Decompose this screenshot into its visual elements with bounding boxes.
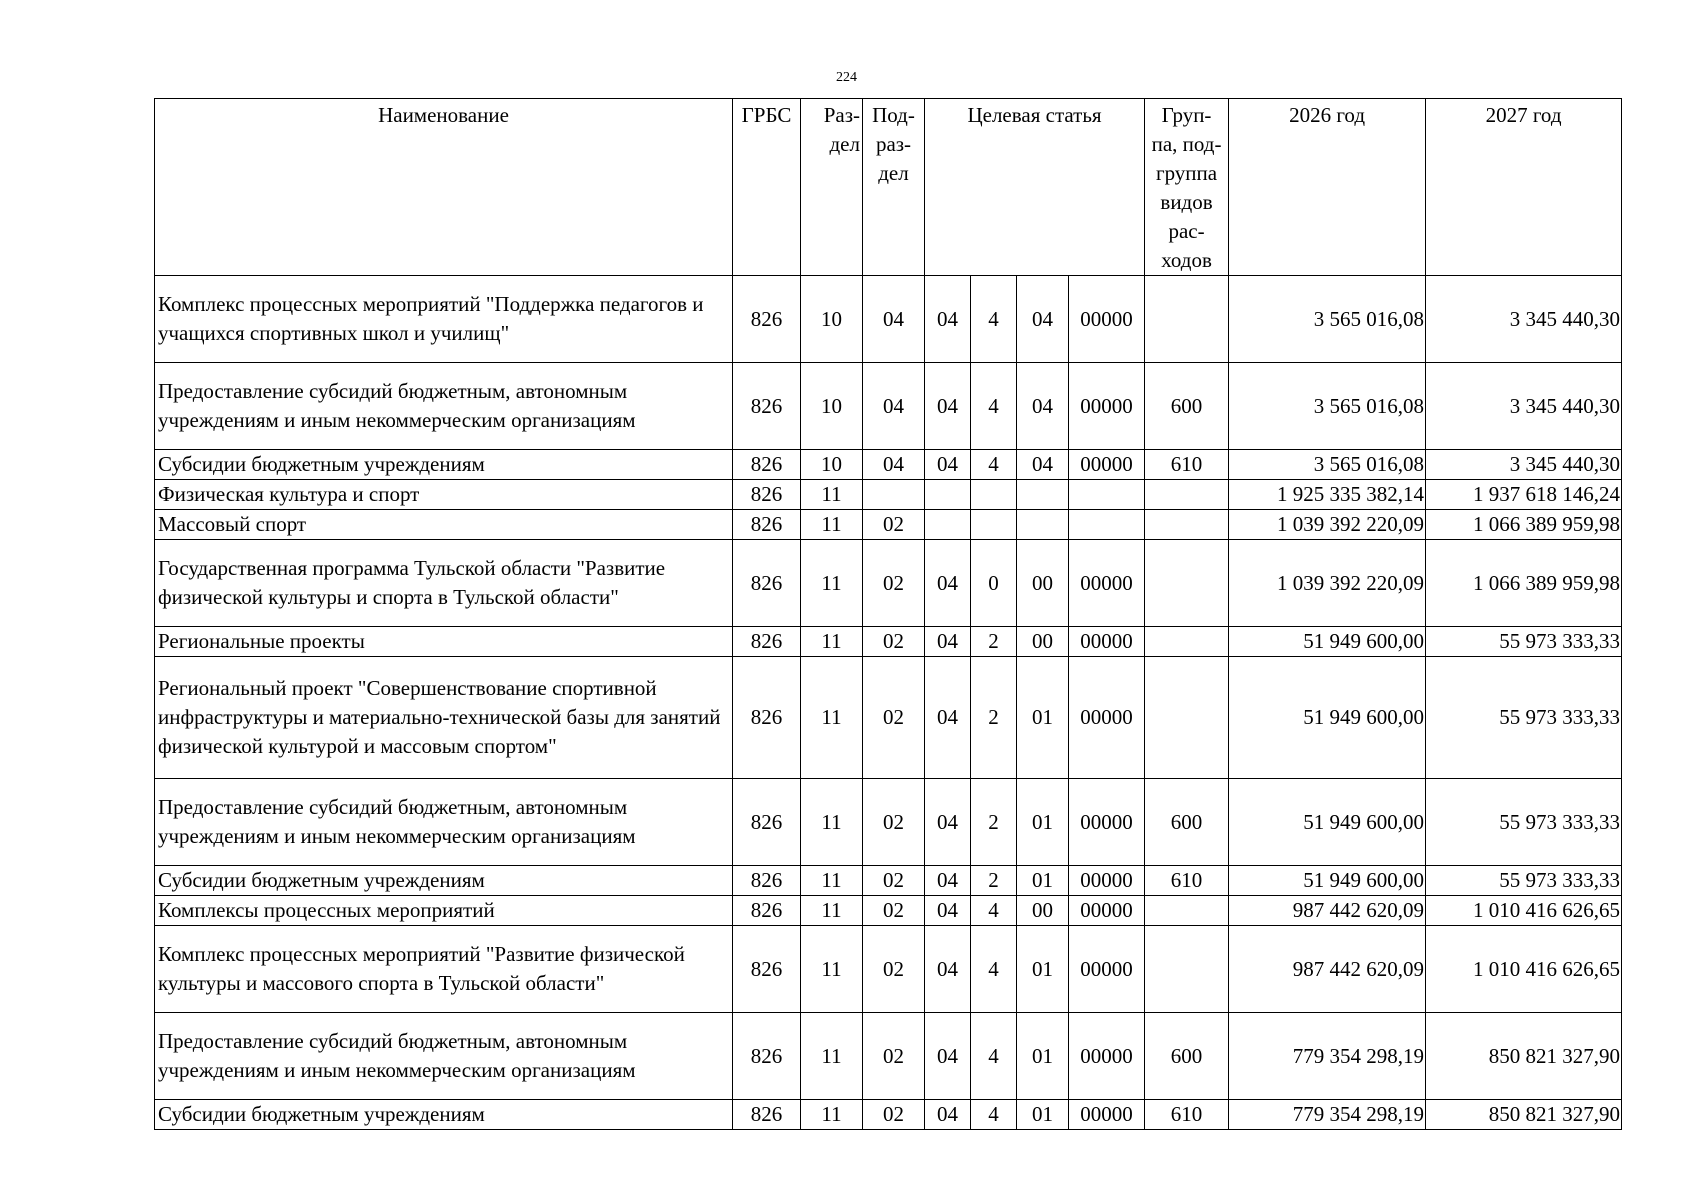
row-target-program [925, 510, 971, 540]
row-target-type: 0 [971, 540, 1017, 627]
row-target-structure: 01 [1017, 866, 1069, 896]
row-target-type: 2 [971, 779, 1017, 866]
table-row [155, 363, 1622, 450]
row-podrazdel: 04 [863, 363, 925, 450]
row-amount-2027: 55 973 333,33 [1426, 866, 1622, 896]
row-target-structure: 01 [1017, 657, 1069, 779]
row-amount-2027: 55 973 333,33 [1426, 657, 1622, 779]
table-row [155, 657, 1622, 779]
table-row [155, 1013, 1622, 1100]
row-expense-group: 610 [1145, 450, 1229, 480]
row-razdel: 11 [801, 779, 863, 866]
row-podrazdel: 02 [863, 1100, 925, 1130]
row-name: Комплексы процессных мероприятий [155, 896, 733, 926]
row-target-type [971, 480, 1017, 510]
row-grbs: 826 [733, 1013, 801, 1100]
table-row [155, 510, 1622, 540]
row-amount-2027: 850 821 327,90 [1426, 1013, 1622, 1100]
row-target-structure: 01 [1017, 1013, 1069, 1100]
row-target-direction: 00000 [1069, 363, 1145, 450]
table-row [155, 779, 1622, 866]
table-row [155, 627, 1622, 657]
row-target-direction: 00000 [1069, 1013, 1145, 1100]
row-name: Массовый спорт [155, 510, 733, 540]
row-target-program: 04 [925, 276, 971, 363]
header-2026: 2026 год [1229, 99, 1426, 276]
row-podrazdel: 02 [863, 866, 925, 896]
row-target-program: 04 [925, 896, 971, 926]
row-amount-2027: 1 066 389 959,98 [1426, 510, 1622, 540]
row-podrazdel: 02 [863, 540, 925, 627]
row-target-program: 04 [925, 540, 971, 627]
row-target-direction: 00000 [1069, 926, 1145, 1013]
row-amount-2026: 987 442 620,09 [1229, 926, 1426, 1013]
row-podrazdel: 02 [863, 896, 925, 926]
row-target-structure: 00 [1017, 627, 1069, 657]
row-expense-group: 600 [1145, 779, 1229, 866]
header-group: Груп- па, под- группа видов рас- ходов [1145, 99, 1229, 276]
row-grbs: 826 [733, 540, 801, 627]
row-amount-2026: 779 354 298,19 [1229, 1100, 1426, 1130]
row-name: Комплекс процессных мероприятий "Развитие физической культуры и массового спорта в Тульской области" [155, 926, 733, 1013]
row-grbs: 826 [733, 896, 801, 926]
row-target-structure: 04 [1017, 276, 1069, 363]
row-podrazdel: 04 [863, 276, 925, 363]
table-header-row [155, 99, 1622, 276]
row-target-program: 04 [925, 627, 971, 657]
row-podrazdel: 02 [863, 657, 925, 779]
row-target-type: 4 [971, 363, 1017, 450]
row-amount-2027: 3 345 440,30 [1426, 276, 1622, 363]
row-razdel: 11 [801, 480, 863, 510]
row-target-type: 2 [971, 866, 1017, 896]
row-expense-group [1145, 510, 1229, 540]
row-target-structure: 04 [1017, 450, 1069, 480]
row-target-structure [1017, 480, 1069, 510]
row-amount-2027: 1 010 416 626,65 [1426, 896, 1622, 926]
table-row [155, 540, 1622, 627]
row-target-direction: 00000 [1069, 627, 1145, 657]
row-target-program [925, 480, 971, 510]
row-razdel: 11 [801, 1100, 863, 1130]
row-expense-group [1145, 896, 1229, 926]
row-target-type: 2 [971, 627, 1017, 657]
row-target-program: 04 [925, 450, 971, 480]
row-grbs: 826 [733, 627, 801, 657]
budget-table [154, 98, 1622, 1130]
row-target-structure: 01 [1017, 1100, 1069, 1130]
row-target-type: 4 [971, 926, 1017, 1013]
row-razdel: 11 [801, 627, 863, 657]
row-amount-2026: 1 925 335 382,14 [1229, 480, 1426, 510]
row-amount-2027: 55 973 333,33 [1426, 779, 1622, 866]
row-grbs: 826 [733, 480, 801, 510]
row-podrazdel: 02 [863, 1013, 925, 1100]
row-razdel: 10 [801, 276, 863, 363]
row-name: Региональный проект "Совершенствование спортивной инфраструктуры и материально-технической базы для занятий физической культурой и массовым спортом" [155, 657, 733, 779]
row-target-program: 04 [925, 657, 971, 779]
row-amount-2026: 1 039 392 220,09 [1229, 540, 1426, 627]
row-amount-2027: 850 821 327,90 [1426, 1100, 1622, 1130]
row-amount-2026: 51 949 600,00 [1229, 627, 1426, 657]
row-razdel: 11 [801, 1013, 863, 1100]
row-name: Комплекс процессных мероприятий "Поддержка педагогов и учащихся спортивных школ и училищ" [155, 276, 733, 363]
row-amount-2027: 1 066 389 959,98 [1426, 540, 1622, 627]
row-target-structure: 01 [1017, 779, 1069, 866]
row-podrazdel: 02 [863, 926, 925, 1013]
row-name: Субсидии бюджетным учреждениям [155, 866, 733, 896]
header-name: Наименование [155, 99, 733, 276]
row-razdel: 11 [801, 540, 863, 627]
header-2027: 2027 год [1426, 99, 1622, 276]
table-row [155, 896, 1622, 926]
row-target-program: 04 [925, 1100, 971, 1130]
table-row [155, 450, 1622, 480]
row-target-direction [1069, 480, 1145, 510]
row-amount-2026: 3 565 016,08 [1229, 276, 1426, 363]
table-row [155, 1100, 1622, 1130]
row-razdel: 10 [801, 450, 863, 480]
row-target-direction: 00000 [1069, 276, 1145, 363]
row-amount-2026: 51 949 600,00 [1229, 779, 1426, 866]
row-razdel: 10 [801, 363, 863, 450]
row-target-direction: 00000 [1069, 657, 1145, 779]
row-name: Субсидии бюджетным учреждениям [155, 1100, 733, 1130]
row-grbs: 826 [733, 779, 801, 866]
row-target-program: 04 [925, 926, 971, 1013]
row-target-direction: 00000 [1069, 1100, 1145, 1130]
row-grbs: 826 [733, 363, 801, 450]
row-amount-2026: 3 565 016,08 [1229, 363, 1426, 450]
row-target-type: 4 [971, 896, 1017, 926]
header-target: Целевая статья [925, 99, 1145, 276]
row-target-type: 2 [971, 657, 1017, 779]
row-name: Предоставление субсидий бюджетным, автономным учреждениям и иным некоммерческим организациям [155, 1013, 733, 1100]
row-target-type: 4 [971, 276, 1017, 363]
row-grbs: 826 [733, 657, 801, 779]
row-grbs: 826 [733, 450, 801, 480]
row-expense-group [1145, 480, 1229, 510]
row-expense-group [1145, 276, 1229, 363]
row-expense-group [1145, 627, 1229, 657]
row-target-structure: 04 [1017, 363, 1069, 450]
row-target-direction [1069, 510, 1145, 540]
row-target-program: 04 [925, 866, 971, 896]
row-name: Предоставление субсидий бюджетным, автономным учреждениям и иным некоммерческим организациям [155, 779, 733, 866]
row-amount-2026: 1 039 392 220,09 [1229, 510, 1426, 540]
row-target-structure: 00 [1017, 896, 1069, 926]
row-razdel: 11 [801, 866, 863, 896]
row-expense-group [1145, 540, 1229, 627]
row-amount-2026: 3 565 016,08 [1229, 450, 1426, 480]
row-amount-2027: 1 937 618 146,24 [1426, 480, 1622, 510]
row-amount-2026: 51 949 600,00 [1229, 657, 1426, 779]
row-target-direction: 00000 [1069, 540, 1145, 627]
header-grbs: ГРБС [733, 99, 801, 276]
page-number: 224 [836, 70, 857, 85]
row-grbs: 826 [733, 926, 801, 1013]
row-target-structure: 01 [1017, 926, 1069, 1013]
row-amount-2027: 3 345 440,30 [1426, 450, 1622, 480]
row-target-program: 04 [925, 779, 971, 866]
table-row [155, 926, 1622, 1013]
row-target-type: 4 [971, 1100, 1017, 1130]
row-expense-group: 600 [1145, 1013, 1229, 1100]
row-target-type: 4 [971, 450, 1017, 480]
row-target-type: 4 [971, 1013, 1017, 1100]
row-name: Региональные проекты [155, 627, 733, 657]
row-amount-2027: 55 973 333,33 [1426, 627, 1622, 657]
row-expense-group [1145, 657, 1229, 779]
row-amount-2026: 987 442 620,09 [1229, 896, 1426, 926]
row-razdel: 11 [801, 926, 863, 1013]
row-podrazdel: 02 [863, 779, 925, 866]
row-target-direction: 00000 [1069, 866, 1145, 896]
row-name: Субсидии бюджетным учреждениям [155, 450, 733, 480]
row-expense-group: 600 [1145, 363, 1229, 450]
row-target-type [971, 510, 1017, 540]
row-grbs: 826 [733, 1100, 801, 1130]
row-amount-2027: 3 345 440,30 [1426, 363, 1622, 450]
table-row [155, 480, 1622, 510]
row-podrazdel [863, 480, 925, 510]
row-amount-2026: 51 949 600,00 [1229, 866, 1426, 896]
row-target-direction: 00000 [1069, 450, 1145, 480]
row-name: Предоставление субсидий бюджетным, автономным учреждениям и иным некоммерческим организациям [155, 363, 733, 450]
row-expense-group: 610 [1145, 866, 1229, 896]
header-podrazdel: Под- раз- дел [863, 99, 925, 276]
row-amount-2027: 1 010 416 626,65 [1426, 926, 1622, 1013]
row-razdel: 11 [801, 896, 863, 926]
row-name: Государственная программа Тульской области "Развитие физической культуры и спорта в Тульской области" [155, 540, 733, 627]
row-target-direction: 00000 [1069, 896, 1145, 926]
row-expense-group: 610 [1145, 1100, 1229, 1130]
row-target-structure [1017, 510, 1069, 540]
table-row [155, 276, 1622, 363]
row-expense-group [1145, 926, 1229, 1013]
row-target-structure: 00 [1017, 540, 1069, 627]
row-podrazdel: 02 [863, 510, 925, 540]
header-razdel: Раз- дел [801, 99, 863, 276]
row-podrazdel: 04 [863, 450, 925, 480]
row-podrazdel: 02 [863, 627, 925, 657]
row-name: Физическая культура и спорт [155, 480, 733, 510]
row-target-program: 04 [925, 363, 971, 450]
table-row [155, 866, 1622, 896]
table-body [155, 276, 1622, 1130]
row-razdel: 11 [801, 510, 863, 540]
row-target-direction: 00000 [1069, 779, 1145, 866]
row-grbs: 826 [733, 866, 801, 896]
row-amount-2026: 779 354 298,19 [1229, 1013, 1426, 1100]
row-grbs: 826 [733, 276, 801, 363]
row-grbs: 826 [733, 510, 801, 540]
row-razdel: 11 [801, 657, 863, 779]
row-target-program: 04 [925, 1013, 971, 1100]
